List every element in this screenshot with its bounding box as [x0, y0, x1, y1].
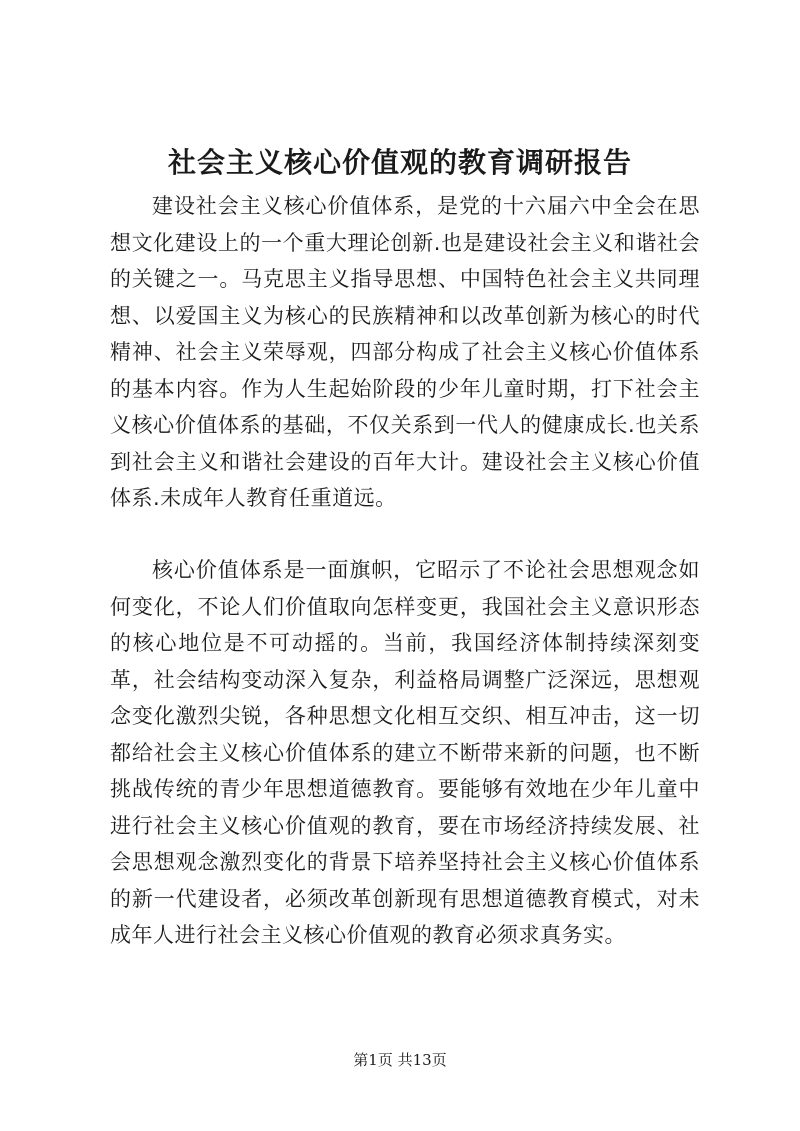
paragraph-1: 建设社会主义核心价值体系，是党的十六届六中全会在思想文化建设上的一个重大理论创新.也是建设社会主义和谐社会的关键之一。马克思主义指导思想、中国特色社会主义共同理想、以爱国主义为核心的民族精神和以改革创新为核心的时代精神、社会主义荣辱观，四部分构成了社会主义核心价值体系的基本内容。作为人生起始阶段的少年儿童时期，打下社会主义核心价值体系的基础，不仅关系到一代人的健康成长.也关系到社会主义和谐社会建设的百年大计。建设社会主义核心价值体系.未成年人教育任重道远。 [110, 194, 700, 510]
page-number-footer: 第1页 共13页 [353, 1051, 447, 1069]
page-title: 社会主义核心价值观的教育调研报告 [167, 146, 632, 179]
paragraph-2: 核心价值体系是一面旗帜，它昭示了不论社会思想观念如何变化，不论人们价值取向怎样变更，我国社会主义意识形态的核心地位是不可动摇的。当前，我国经济体制持续深刻变革，社会结构变动深入复杂，利益格局调整广泛深远，思想观念变化激烈尖锐，各种思想文化相互交织、相互冲击，这一切都给社会主义核心价值体系的建立不断带来新的问题，也不断挑战传统的青少年思想道德教育。要能够有效地在少年儿童中进行社会主义核心价值观的教育，要在市场经济持续发展、社会思想观念激烈变化的背景下培养坚持社会主义核心价值体系的新一代建设者，必须改革创新现有思想道德教育模式，对未成年人进行社会主义核心价值观的教育必须求真务实。 [110, 558, 700, 947]
